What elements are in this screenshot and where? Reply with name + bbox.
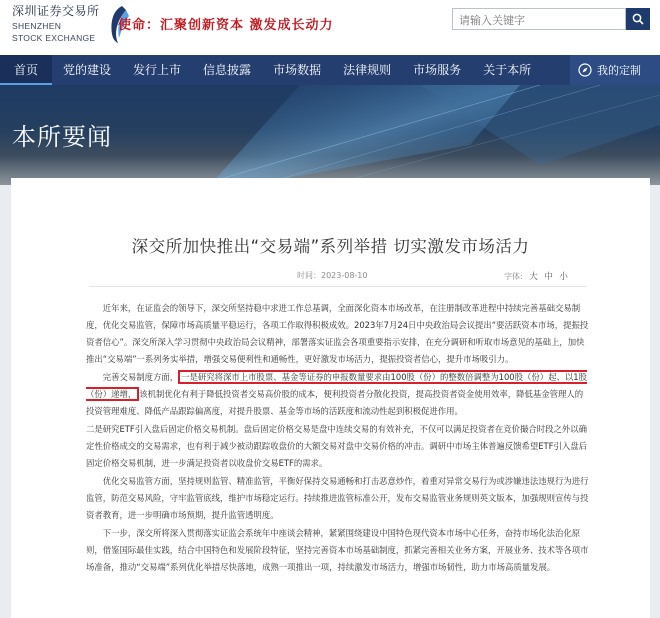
banner-title: 本所要闻 (12, 123, 112, 151)
highlighted-text: 一是研究将深市上市股票、基金等证券的申报数量要求由100股（份）的整数倍调整为100股（份）起、以1股（份）递增， (86, 372, 587, 399)
paragraph-3: 二是研究ETF引入盘后固定价格交易机制。盘后固定价格交易是盘中连续交易的有效补充，不仅可以满足投资者在竞价撮合时段之外以确定性价格成交的交易需求，也有利于减少被动跟踪收盘价的大额交易对盘中交易价格的冲击。调研中市场主体普遍反馈希望ETF引入盘后固定价格交易机制，进一步满足投资者以收盘价交易ETF的需求。 (86, 424, 587, 468)
font-size-label: 字体: (504, 272, 523, 281)
my-custom-label: 我的定制 (597, 64, 641, 77)
search-icon (632, 13, 644, 25)
nav-disclosure[interactable]: 信息披露 (203, 63, 252, 77)
paragraph-2-rest: 该机制优化有利于降低投资者交易高价股的成本，便利投资者分散化投资，提高投资者资金使用效率，降低基金管理人的投资管理难度、降低产品跟踪偏离度，对提升股票、基金等市场的活跃度和流动性起到积极促进作用。 (86, 389, 584, 416)
paragraph-2-lead: 完善交易制度方面， (102, 372, 179, 382)
main-nav (0, 55, 660, 85)
font-small-button[interactable]: 小 (559, 272, 568, 282)
compass-icon (578, 63, 592, 77)
paragraph-2 (86, 369, 591, 420)
article-title: 深交所加快推出“交易端”系列举措 切实激发市场活力 (131, 237, 530, 256)
title-divider (89, 286, 587, 287)
logo-text (12, 5, 100, 44)
nav-home[interactable]: 首页 (0, 55, 52, 85)
my-custom-button[interactable] (570, 55, 660, 85)
article-card (11, 178, 650, 618)
search-input[interactable] (453, 11, 625, 31)
font-large-button[interactable]: 大 (529, 272, 538, 282)
logo-en-2: STOCK EXCHANGE (12, 32, 96, 43)
szse-logo[interactable] (12, 4, 130, 44)
site-header (0, 0, 660, 55)
nav-market-data[interactable]: 市场数据 (273, 63, 322, 77)
nav-rules[interactable]: 法律规则 (343, 63, 392, 77)
paragraph-5: 下一步，深交所将深入贯彻落实证监会系统年中座谈会精神，紧紧围绕建设中国特色现代资本市场中心任务，奋持市场化法治化原则，借鉴国际最佳实践，结合中国特色和发展阶段特征，坚持完善资本市场基础制度，抓紧完善相关业务方案，开展业务、技术等各项市场准备，推动“交易端”系列优化举措尽快落地，成熟一项推出一项，持续激发市场活力，增强市场韧性，助力市场高质量发展。 (86, 528, 589, 572)
logo-cn: 深圳证券交易所 (12, 3, 100, 18)
logo-en-1: SHENZHEN (12, 20, 62, 31)
nav-services[interactable]: 市场服务 (413, 63, 462, 77)
search-button[interactable] (626, 8, 650, 30)
article-body (86, 300, 591, 577)
font-medium-button[interactable]: 中 (544, 272, 553, 282)
publish-time: 时间：2023-08-10 (297, 271, 368, 280)
section-banner (0, 85, 660, 185)
slogan: 使命：汇聚创新资本 激发成长动力 (118, 18, 334, 33)
paragraph-4: 优化交易监管方面，坚持规则监管、精准监管，平衡好保持交易通畅和打击恶意炒作，着重对异常交易行为或涉嫌违法违规行为进行监管，防范交易风险，守牢监管底线，维护市场稳定运行。持续推进监管标准公开，发布交易监管业务规则英文版本，加强规则宣传与投资者教育，进一步明确市场预期，提升监管透明度。 (86, 476, 589, 520)
nav-listing[interactable]: 发行上市 (133, 63, 182, 77)
nav-party[interactable]: 党的建设 (63, 63, 112, 77)
search-box[interactable] (452, 8, 626, 30)
font-size-controls (504, 270, 568, 282)
paragraph-1: 近年来，在证监会的领导下，深交所坚持稳中求进工作总基调，全面深化资本市场改革，在注册制改革进程中持续完善基础交易制度，优化交易监管，保障市场高质量平稳运行，各项工作取得积极成效。2023年7月24日中央政治局会议提出“要活跃资本市场，提振投资者信心”。深交所深入学习贯彻中央政治局会议精神，部署落实证监会各项重要指示安排，在充分调研和听取市场意见的基础上，加快推出“交易端”一系列务实举措，增强交易便利性和通畅性，更好激发市场活力，提振投资者信心，提升市场吸引力。 (86, 303, 589, 364)
nav-about[interactable]: 关于本所 (483, 63, 532, 77)
